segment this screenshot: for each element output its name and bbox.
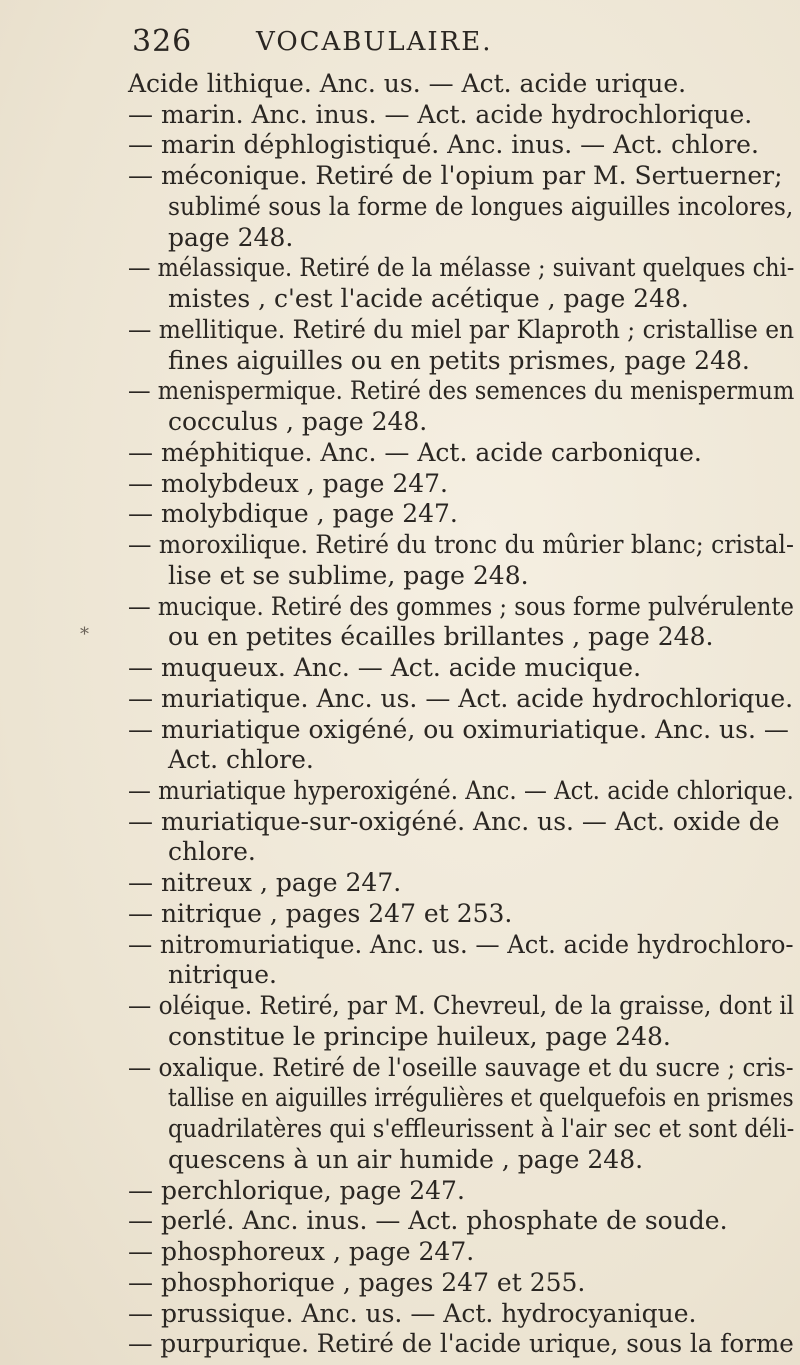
entry-line: quadrilatères qui s'effleurissent à l'air sec et sont déli- bbox=[168, 1114, 795, 1144]
entry-line: — phosphorique , pages 247 et 255. bbox=[128, 1267, 586, 1297]
entry-line: — nitreux , page 247. bbox=[128, 868, 402, 898]
entry-line: constitue le principe huileux, page 248. bbox=[168, 1021, 671, 1051]
entry-line: — muriatique. Anc. us. — Act. acide hydrochlorique. bbox=[128, 683, 794, 713]
margin-mark: * bbox=[80, 624, 89, 645]
entry-line: tallise en aiguilles irrégulières et quelquefois en prismes bbox=[168, 1083, 794, 1113]
entry-line: — muriatique oxigéné, ou oximuriatique. Anc. us. — bbox=[128, 714, 789, 744]
entry-line: mistes , c'est l'acide acétique , page 248. bbox=[168, 284, 689, 314]
entry-line: ou en petites écailles brillantes , page 248. bbox=[168, 622, 714, 652]
entry-line: — moroxilique. Retiré du tronc du mûrier blanc; cristal- bbox=[128, 530, 794, 560]
entry-line: page 248. bbox=[168, 222, 294, 252]
entry-line: — molybdique , page 247. bbox=[128, 499, 458, 529]
entry-line: — muqueux. Anc. — Act. acide mucique. bbox=[128, 653, 642, 683]
entry-line: chlore. bbox=[168, 837, 256, 867]
running-head: VOCABULAIRE. bbox=[256, 27, 493, 57]
entry-line: Acide lithique. Anc. us. — Act. acide urique. bbox=[128, 69, 687, 98]
entry-line: — mélassique. Retiré de la mélasse ; suivant quelques chi- bbox=[128, 253, 795, 283]
entry-line: — perchlorique, page 247. bbox=[128, 1175, 465, 1205]
entry-line: lise et se sublime, page 248. bbox=[168, 560, 529, 590]
entry-line: — oxalique. Retiré de l'oseille sauvage et du sucre ; cris- bbox=[128, 1052, 794, 1082]
entry-line: nitrique. bbox=[168, 960, 277, 990]
entry-line: quescens à un air humide , page 248. bbox=[168, 1144, 644, 1174]
entry-line: — muriatique hyperoxigéné. Anc. — Act. acide chlorique. bbox=[128, 775, 794, 805]
entry-line: — oléique. Retiré, par M. Chevreul, de la graisse, dont il bbox=[128, 991, 795, 1021]
entry-line: — méphitique. Anc. — Act. acide carbonique. bbox=[128, 437, 702, 467]
entry-line: — muriatique-sur-oxigéné. Anc. us. — Act. oxide de bbox=[128, 806, 780, 836]
entry-line: Act. chlore. bbox=[168, 745, 314, 775]
entry-line: — marin. Anc. inus. — Act. acide hydrochlorique. bbox=[128, 99, 753, 129]
entry-line: — phosphoreux , page 247. bbox=[128, 1237, 475, 1267]
entry-line: — molybdeux , page 247. bbox=[128, 468, 448, 498]
entry-line: — menispermique. Retiré des semences du menispermum bbox=[128, 376, 795, 406]
entry-line: fines aiguilles ou en petits prismes, page 248. bbox=[168, 345, 750, 375]
entry-line: — mucique. Retiré des gommes ; sous forme pulvérulente bbox=[128, 591, 794, 621]
page-header bbox=[132, 20, 632, 64]
page-number: 326 bbox=[132, 24, 193, 59]
entry-line: sublimé sous la forme de longues aiguilles incolores, bbox=[168, 191, 794, 221]
entry-line: — nitromuriatique. Anc. us. — Act. acide hydrochloro- bbox=[128, 929, 794, 959]
entry-line: cocculus , page 248. bbox=[168, 407, 428, 437]
entry-line: — méconique. Retiré de l'opium par M. Sertuerner; bbox=[128, 161, 783, 191]
entry-line: — mellitique. Retiré du miel par Klaproth ; cristallise en bbox=[128, 314, 795, 344]
entry-line: — prussique. Anc. us. — Act. hydrocyanique. bbox=[128, 1298, 697, 1328]
entry-line: — nitrique , pages 247 et 253. bbox=[128, 898, 513, 928]
entry-line: — perlé. Anc. inus. — Act. phosphate de soude. bbox=[128, 1206, 728, 1236]
entry-line: — purpurique. Retiré de l'acide urique, sous la forme bbox=[128, 1329, 794, 1359]
entry-line: — marin déphlogistiqué. Anc. inus. — Act. chlore. bbox=[128, 130, 759, 160]
